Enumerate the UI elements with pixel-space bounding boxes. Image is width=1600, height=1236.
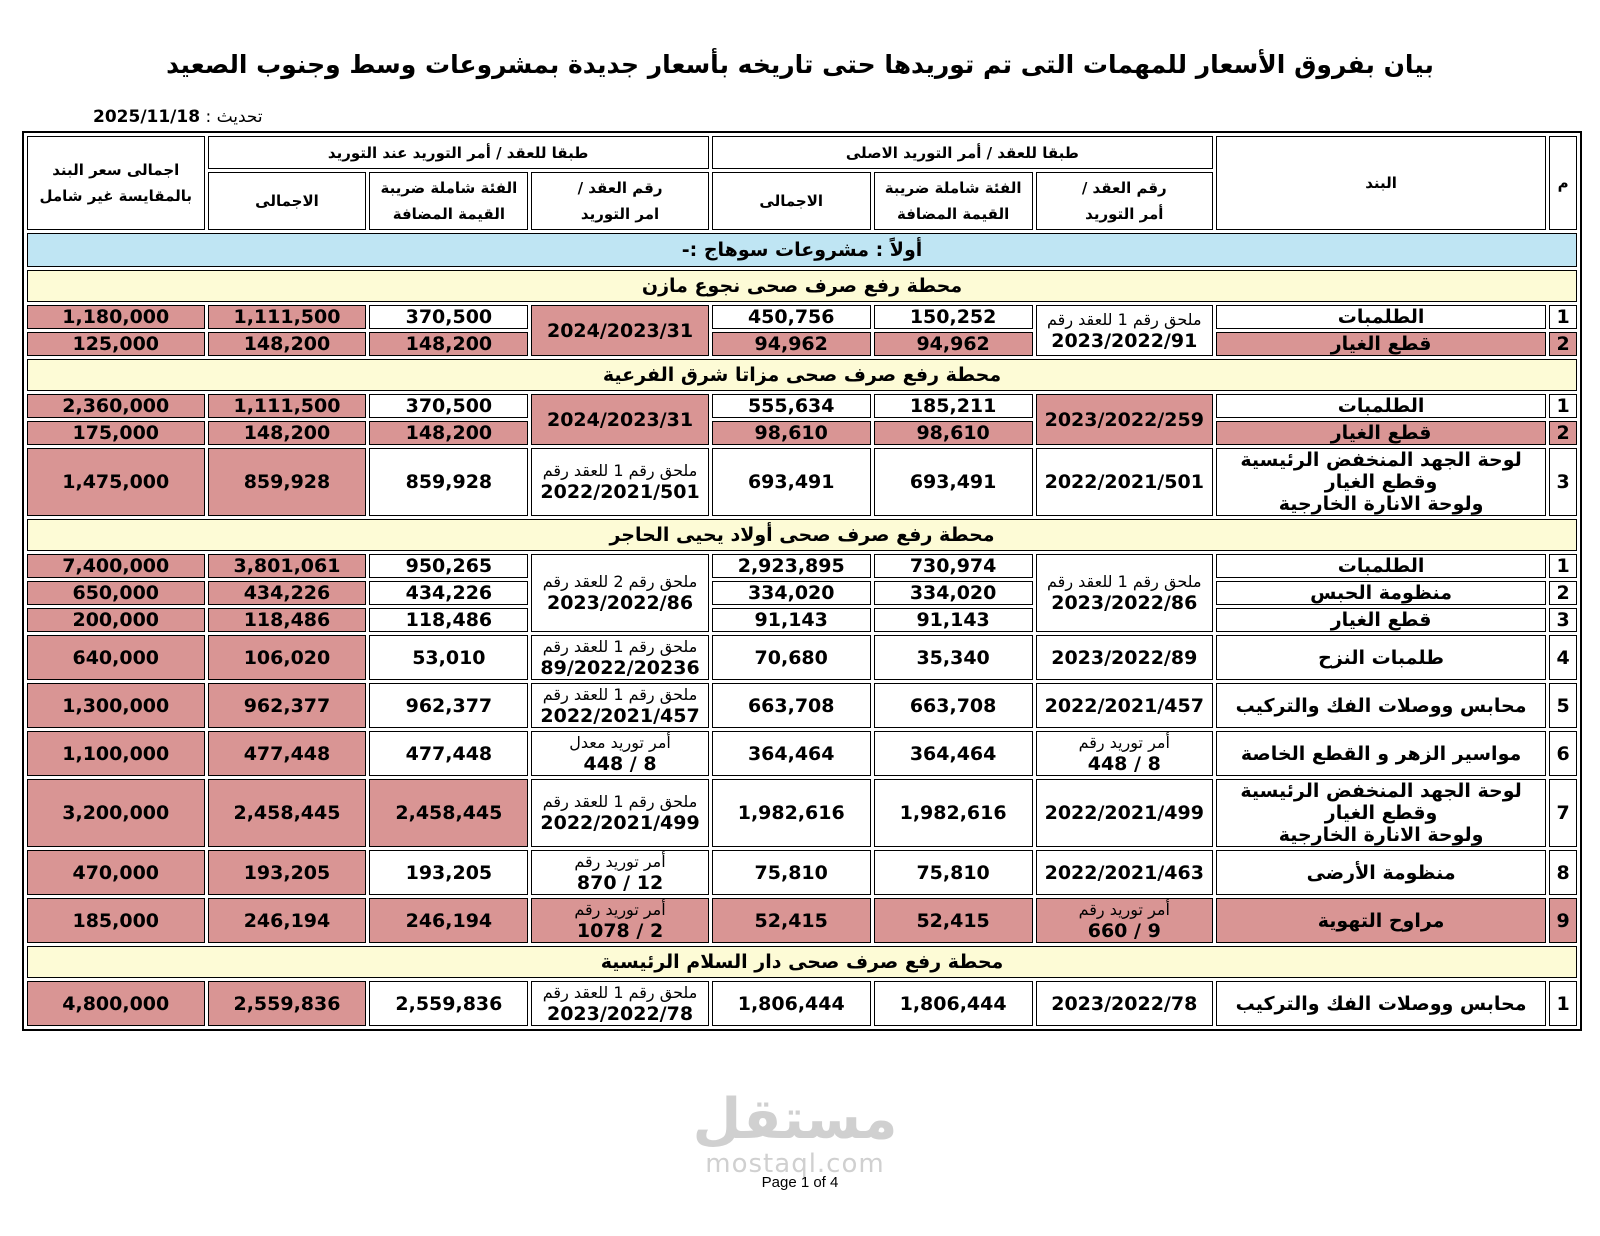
orig-contract-line2: 8 / 448 — [1087, 752, 1161, 775]
supply-category: 2,458,445 — [369, 779, 528, 847]
supply-contract — [531, 635, 708, 680]
supply-contract — [531, 731, 708, 776]
row-num: 2 — [1549, 332, 1577, 356]
table-row — [27, 731, 1577, 776]
orig-contract — [1036, 731, 1213, 776]
orig-total: 555,634 — [712, 394, 871, 418]
supply-contract-line1: ملحق رقم 1 للعقد رقم — [542, 982, 698, 1002]
supply-total: 118,486 — [208, 608, 367, 632]
supply-contract-line2: 2022/2021/501 — [540, 481, 700, 503]
item-name-line2: ولوحة الانارة الخارجية — [1278, 493, 1484, 515]
row-num: 1 — [1549, 981, 1577, 1026]
supply-total: 2,559,836 — [208, 981, 367, 1026]
station-title: محطة رفع صرف صحى نجوع مازن — [27, 270, 1577, 302]
market-total: 175,000 — [27, 421, 205, 445]
orig-category: 185,211 — [874, 394, 1033, 418]
header-supply-contract-line2: امر التوريد — [580, 205, 660, 223]
table-row — [27, 554, 1577, 578]
supply-contract — [531, 554, 708, 632]
orig-category: 94,962 — [874, 332, 1033, 356]
orig-total: 364,464 — [712, 731, 871, 776]
row-num: 3 — [1549, 608, 1577, 632]
supply-total: 193,205 — [208, 850, 367, 895]
page-title: بيان بفروق الأسعار للمهمات التى تم توريدها حتى تاريخه بأسعار جديدة بمشروعات وسط وجنوب الصعيد — [166, 50, 1434, 79]
orig-category: 693,491 — [874, 448, 1033, 516]
table-row — [27, 332, 1577, 356]
orig-category: 98,610 — [874, 421, 1033, 445]
orig-total: 2,923,895 — [712, 554, 871, 578]
orig-category: 91,143 — [874, 608, 1033, 632]
item-name: قطع الغيار — [1216, 421, 1546, 445]
orig-contract-line1: ملحق رقم 1 للعقد رقم — [1047, 309, 1202, 329]
supply-category: 2,559,836 — [369, 981, 528, 1026]
market-total: 470,000 — [27, 850, 205, 895]
header-group-original: طبقا للعقد / أمر التوريد الاصلى — [712, 136, 1213, 169]
orig-contract: 2023/2022/89 — [1036, 635, 1213, 680]
orig-category: 150,252 — [874, 305, 1033, 329]
supply-contract — [531, 898, 708, 943]
orig-category: 35,340 — [874, 635, 1033, 680]
orig-total: 75,810 — [712, 850, 871, 895]
supply-total: 962,377 — [208, 683, 367, 728]
orig-contract-line2: 2023/2022/91 — [1051, 329, 1198, 352]
orig-contract — [1036, 898, 1213, 943]
row-num: 9 — [1549, 898, 1577, 943]
orig-total: 663,708 — [712, 683, 871, 728]
supply-total: 3,801,061 — [208, 554, 367, 578]
market-total: 185,000 — [27, 898, 205, 943]
row-num: 2 — [1549, 581, 1577, 605]
section-row — [27, 233, 1577, 267]
header-orig-category-line1: الفئة شاملة ضريبة — [884, 179, 1022, 197]
station-row — [27, 270, 1577, 302]
page-number: Page 1 of 4 — [761, 1174, 839, 1191]
supply-contract-line1: أمر توريد رقم — [574, 899, 666, 919]
orig-contract: 2022/2021/457 — [1036, 683, 1213, 728]
supply-category: 118,486 — [369, 608, 528, 632]
orig-contract-line1: ملحق رقم 1 للعقد رقم — [1047, 572, 1202, 591]
supply-category: 148,200 — [369, 332, 528, 356]
item-name: مراوح التهوية — [1216, 898, 1546, 943]
supply-total: 246,194 — [208, 898, 367, 943]
item-name: منظومة الحبس — [1216, 581, 1546, 605]
header-orig-contract-line2: أمر التوريد — [1085, 205, 1164, 223]
update-label: تحديث : — [205, 107, 263, 127]
row-num: 1 — [1549, 305, 1577, 329]
supply-category: 370,500 — [369, 394, 528, 418]
market-total: 7,400,000 — [27, 554, 205, 578]
orig-total: 450,756 — [712, 305, 871, 329]
market-total: 3,200,000 — [27, 779, 205, 847]
table-row — [27, 635, 1577, 680]
item-name: منظومة الأرضى — [1216, 850, 1546, 895]
market-total: 200,000 — [27, 608, 205, 632]
header-supply-contract-line1: رقم العقد / — [577, 179, 663, 197]
table-row — [27, 683, 1577, 728]
station-row — [27, 519, 1577, 551]
header-num: م — [1549, 136, 1577, 230]
orig-total: 1,982,616 — [712, 779, 871, 847]
supply-contract: 2024/2023/31 — [531, 305, 708, 356]
item-name — [1216, 779, 1546, 847]
row-num: 2 — [1549, 421, 1577, 445]
row-num: 6 — [1549, 731, 1577, 776]
item-name — [1216, 448, 1546, 516]
supply-contract-line1: أمر توريد رقم — [574, 851, 666, 871]
orig-category: 334,020 — [874, 581, 1033, 605]
orig-category: 364,464 — [874, 731, 1033, 776]
orig-contract — [1036, 305, 1213, 356]
orig-total: 94,962 — [712, 332, 871, 356]
header-supply-total: الاجمالى — [208, 172, 367, 230]
supply-category: 193,205 — [369, 850, 528, 895]
orig-category: 730,974 — [874, 554, 1033, 578]
station-row — [27, 946, 1577, 978]
supply-contract — [531, 448, 708, 516]
supply-category: 950,265 — [369, 554, 528, 578]
supply-total: 106,020 — [208, 635, 367, 680]
header-orig-total: الاجمالى — [712, 172, 871, 230]
supply-total: 148,200 — [208, 332, 367, 356]
supply-category: 370,500 — [369, 305, 528, 329]
orig-contract-line2: 9 / 660 — [1087, 919, 1161, 942]
header-row-1 — [27, 136, 1577, 169]
header-supply-category-line1: الفئة شاملة ضريبة — [380, 179, 518, 197]
supply-total: 434,226 — [208, 581, 367, 605]
item-name-line1: لوحة الجهد المنخفض الرئيسية وقطع الغيار — [1240, 449, 1522, 493]
row-num: 5 — [1549, 683, 1577, 728]
item-name: مواسير الزهر و القطع الخاصة — [1216, 731, 1546, 776]
item-name-line1: لوحة الجهد المنخفض الرئيسية وقطع الغيار — [1240, 780, 1522, 824]
supply-contract: 2024/2023/31 — [531, 394, 708, 445]
orig-total: 693,491 — [712, 448, 871, 516]
station-title: محطة رفع صرف صحى أولاد يحيى الحاجر — [27, 519, 1577, 551]
market-total: 1,180,000 — [27, 305, 205, 329]
section-title: أولاً : مشروعات سوهاج :- — [27, 233, 1577, 267]
header-market-total-line1: اجمالى سعر البند — [52, 161, 180, 179]
row-num: 3 — [1549, 448, 1577, 516]
row-num: 7 — [1549, 779, 1577, 847]
header-orig-category — [874, 172, 1033, 230]
supply-total: 1,111,500 — [208, 305, 367, 329]
supply-contract-line2: 2 / 1078 — [576, 919, 664, 942]
supply-contract — [531, 779, 708, 847]
item-name: طلمبات النزح — [1216, 635, 1546, 680]
watermark-main: مستقل — [692, 1087, 898, 1152]
supply-contract-line2: 12 / 870 — [576, 871, 664, 894]
market-total: 4,800,000 — [27, 981, 205, 1026]
table-row — [27, 981, 1577, 1026]
table-row — [27, 779, 1577, 847]
table-row — [27, 421, 1577, 445]
item-name: محابس ووصلات الفك والتركيب — [1216, 981, 1546, 1026]
header-supply-category — [369, 172, 528, 230]
orig-contract: 2023/2022/78 — [1036, 981, 1213, 1026]
header-supply-category-line2: القيمة المضافة — [392, 205, 505, 223]
orig-contract-line1: أمر توريد رقم — [1078, 732, 1170, 752]
orig-total: 52,415 — [712, 898, 871, 943]
orig-total: 334,020 — [712, 581, 871, 605]
update-date: 2025/11/18 — [93, 107, 201, 127]
row-num: 8 — [1549, 850, 1577, 895]
market-total: 2,360,000 — [27, 394, 205, 418]
supply-contract — [531, 981, 708, 1026]
market-total: 1,100,000 — [27, 731, 205, 776]
orig-contract-line1: أمر توريد رقم — [1078, 899, 1170, 919]
header-orig-contract — [1036, 172, 1213, 230]
supply-total: 148,200 — [208, 421, 367, 445]
header-market-total — [27, 136, 205, 230]
table-row — [27, 898, 1577, 943]
table-row — [27, 581, 1577, 605]
station-row — [27, 359, 1577, 391]
supply-total: 477,448 — [208, 731, 367, 776]
supply-contract-line1: ملحق رقم 1 للعقد رقم — [542, 792, 698, 811]
item-name: قطع الغيار — [1216, 608, 1546, 632]
supply-contract-line2: 2023/2022/86 — [546, 592, 694, 614]
supply-contract-line1: ملحق رقم 1 للعقد رقم — [542, 684, 698, 704]
item-name-line2: ولوحة الانارة الخارجية — [1278, 824, 1484, 846]
orig-contract: 2022/2021/499 — [1036, 779, 1213, 847]
header-orig-category-line2: القيمة المضافة — [896, 205, 1010, 223]
supply-contract — [531, 850, 708, 895]
orig-category: 75,810 — [874, 850, 1033, 895]
item-name: الطلمبات — [1216, 554, 1546, 578]
watermark-sub: mostaql.com — [705, 1149, 885, 1179]
row-num: 1 — [1549, 554, 1577, 578]
orig-category: 1,982,616 — [874, 779, 1033, 847]
market-total: 125,000 — [27, 332, 205, 356]
supply-category: 477,448 — [369, 731, 528, 776]
orig-category: 663,708 — [874, 683, 1033, 728]
price-differences-table — [22, 131, 1582, 1031]
item-name: قطع الغيار — [1216, 332, 1546, 356]
orig-contract: 2023/2022/259 — [1036, 394, 1213, 445]
orig-total: 98,610 — [712, 421, 871, 445]
supply-contract-line2: 2023/2022/78 — [546, 1002, 694, 1025]
supply-total: 1,111,500 — [208, 394, 367, 418]
table-row — [27, 850, 1577, 895]
orig-total: 91,143 — [712, 608, 871, 632]
orig-contract: 2022/2021/463 — [1036, 850, 1213, 895]
supply-category: 434,226 — [369, 581, 528, 605]
supply-contract-line2: 8 / 448 — [583, 752, 657, 775]
update-stamp — [93, 107, 263, 127]
supply-category: 246,194 — [369, 898, 528, 943]
market-total: 1,300,000 — [27, 683, 205, 728]
supply-category: 53,010 — [369, 635, 528, 680]
supply-contract-line2: 2022/2021/457 — [540, 704, 700, 727]
table-row — [27, 448, 1577, 516]
header-supply-contract — [531, 172, 708, 230]
orig-contract: 2022/2021/501 — [1036, 448, 1213, 516]
header-orig-contract-line1: رقم العقد / — [1081, 179, 1167, 197]
header-group-supply: طبقا للعقد / أمر التوريد عند التوريد — [208, 136, 709, 169]
supply-contract-line2: 89/2022/20236 — [540, 656, 700, 679]
station-title: محطة رفع صرف صحى دار السلام الرئيسية — [27, 946, 1577, 978]
table-row — [27, 608, 1577, 632]
supply-total: 859,928 — [208, 448, 367, 516]
market-total: 640,000 — [27, 635, 205, 680]
market-total: 650,000 — [27, 581, 205, 605]
header-market-total-line2: بالمقايسة غير شامل — [39, 187, 193, 205]
header-item: البند — [1216, 136, 1546, 230]
orig-contract-line2: 2023/2022/86 — [1051, 592, 1198, 614]
supply-category: 859,928 — [369, 448, 528, 516]
orig-contract — [1036, 554, 1213, 632]
station-title: محطة رفع صرف صحى مزاتا شرق الفرعية — [27, 359, 1577, 391]
orig-total: 70,680 — [712, 635, 871, 680]
table-row — [27, 305, 1577, 329]
supply-contract-line1: ملحق رقم 1 للعقد رقم — [542, 461, 698, 480]
supply-total: 2,458,445 — [208, 779, 367, 847]
orig-category: 52,415 — [874, 898, 1033, 943]
supply-contract-line1: أمر توريد معدل — [569, 732, 671, 752]
supply-category: 962,377 — [369, 683, 528, 728]
supply-contract-line1: ملحق رقم 2 للعقد رقم — [542, 572, 698, 591]
item-name: محابس ووصلات الفك والتركيب — [1216, 683, 1546, 728]
table-row — [27, 394, 1577, 418]
row-num: 1 — [1549, 394, 1577, 418]
row-num: 4 — [1549, 635, 1577, 680]
supply-contract-line2: 2022/2021/499 — [540, 812, 700, 834]
supply-contract — [531, 683, 708, 728]
supply-category: 148,200 — [369, 421, 528, 445]
supply-contract-line1: ملحق رقم 1 للعقد رقم — [542, 636, 698, 656]
watermark-logo — [680, 1087, 910, 1179]
orig-total: 1,806,444 — [712, 981, 871, 1026]
orig-category: 1,806,444 — [874, 981, 1033, 1026]
market-total: 1,475,000 — [27, 448, 205, 516]
item-name: الطلمبات — [1216, 305, 1546, 329]
item-name: الطلمبات — [1216, 394, 1546, 418]
